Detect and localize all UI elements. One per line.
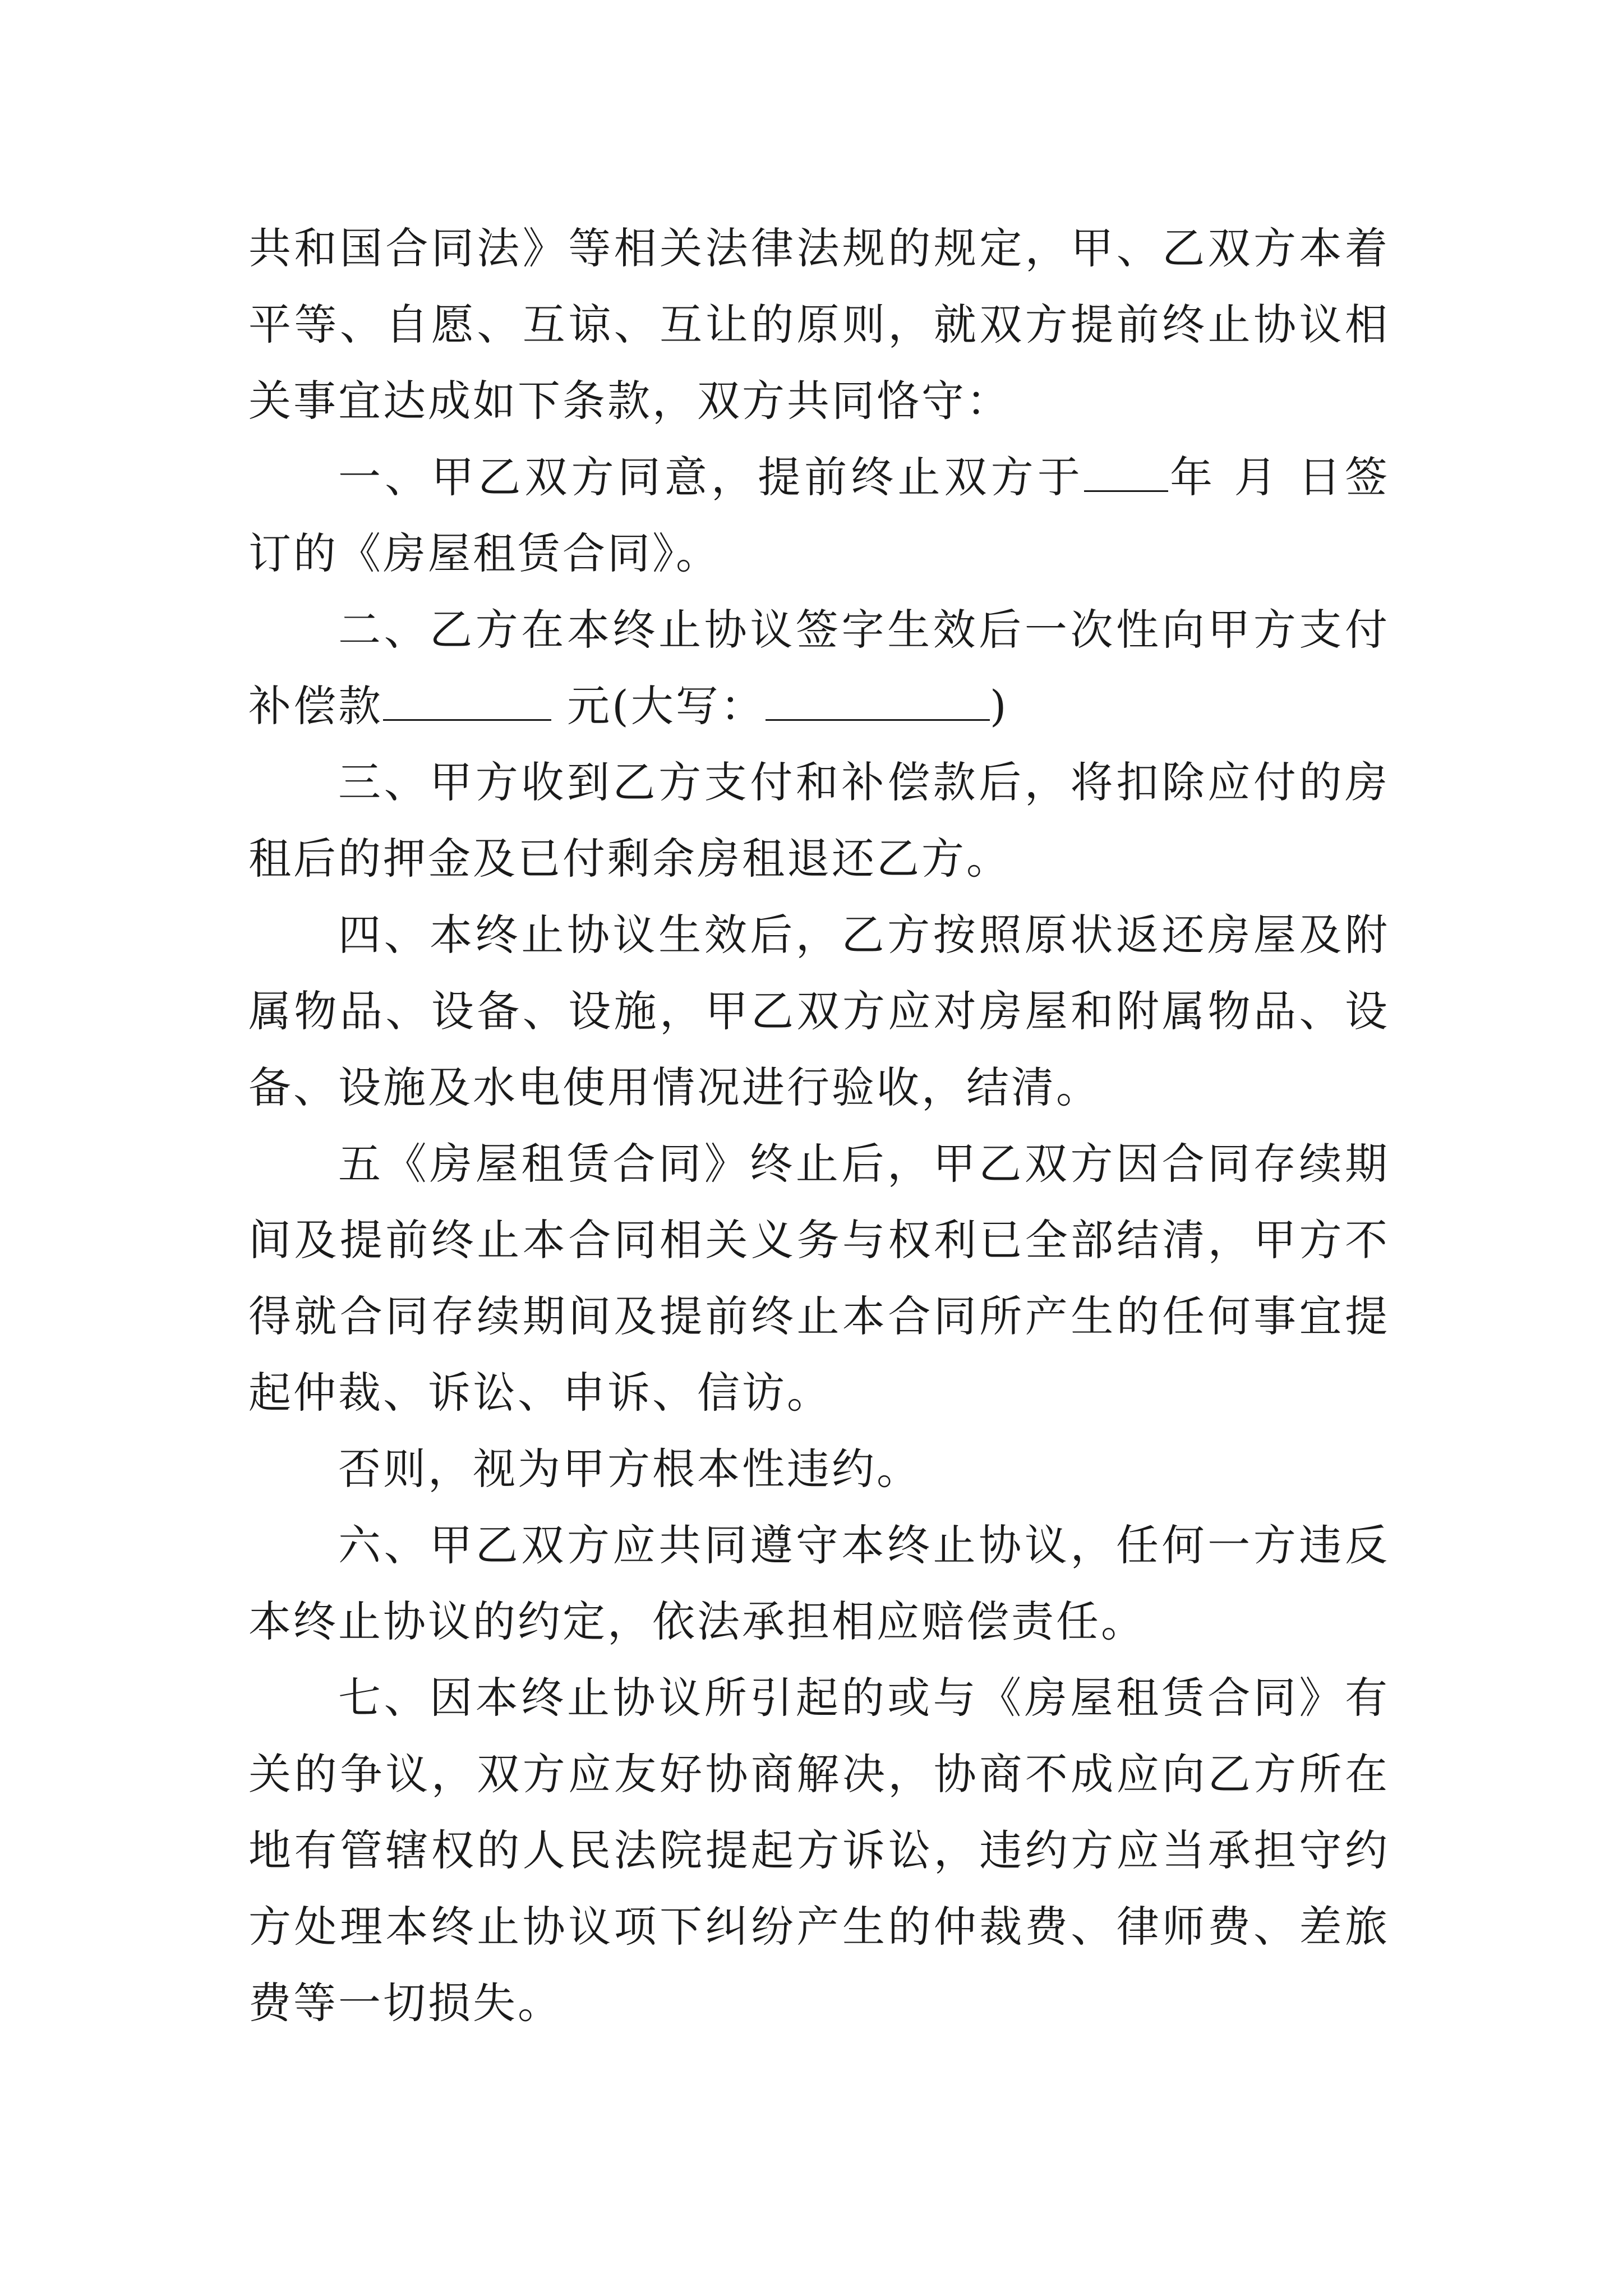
clause-1-text-b: 年 月 日签订的《房屋租赁合同》。 — [248, 452, 1390, 578]
amount-blank — [383, 680, 551, 721]
clause-2-text-b: 元(大写： — [551, 681, 766, 731]
clause-2-text-a: 二、乙方在本终止协议签字生效后一次性向甲方支付补偿款 — [248, 605, 1390, 731]
paragraph-clause-4: 四、本终止协议生效后，乙方按照原状返还房屋及附属物品、设备、设施，甲乙双方应对房屋和附属物品、设备、设施及水电使用情况进行验收，结清。 — [248, 910, 1390, 1112]
paragraph-clause-6: 六、甲乙双方应共同遵守本终止协议，任何一方违反本终止协议的约定，依法承担相应赔偿责任。 — [248, 1520, 1390, 1646]
paragraph-clause-7: 七、因本终止协议所引起的或与《房屋租赁合同》有关的争议，双方应友好协商解决，协商不成应向乙方所在地有管辖权的人民法院提起方诉讼，违约方应当承担守约方处理本终止协议项下纠纷产生的仲裁费、律师费、差旅费等一切损失。 — [248, 1673, 1390, 2028]
clause-1-text-a: 一、甲乙双方同意，提前终止双方于 — [338, 452, 1084, 502]
paragraph-clause-1 — [248, 439, 1390, 592]
paragraph-clause-3: 三、甲方收到乙方支付和补偿款后，将扣除应付的房租后的押金及已付剩余房租退还乙方。 — [248, 757, 1390, 884]
document-body — [248, 210, 1390, 2041]
year-blank — [1084, 451, 1168, 492]
amount-words-blank — [766, 680, 990, 721]
paragraph-intro: 共和国合同法》等相关法律法规的规定，甲、乙双方本着平等、自愿、互谅、互让的原则，就双方提前终止协议相关事宜达成如下条款，双方共同恪守： — [248, 223, 1390, 426]
paragraph-clause-5: 五《房屋租赁合同》终止后，甲乙双方因合同存续期间及提前终止本合同相关义务与权利已全部结清，甲方不得就合同存续期间及提前终止本合同所产生的任何事宜提起仲裁、诉讼、申诉、信访。 — [248, 1139, 1390, 1418]
clause-2-text-c: ) — [989, 681, 1009, 731]
paragraph-clause-5-note: 否则，视为甲方根本性违约。 — [338, 1444, 921, 1494]
paragraph-clause-2 — [248, 592, 1390, 744]
